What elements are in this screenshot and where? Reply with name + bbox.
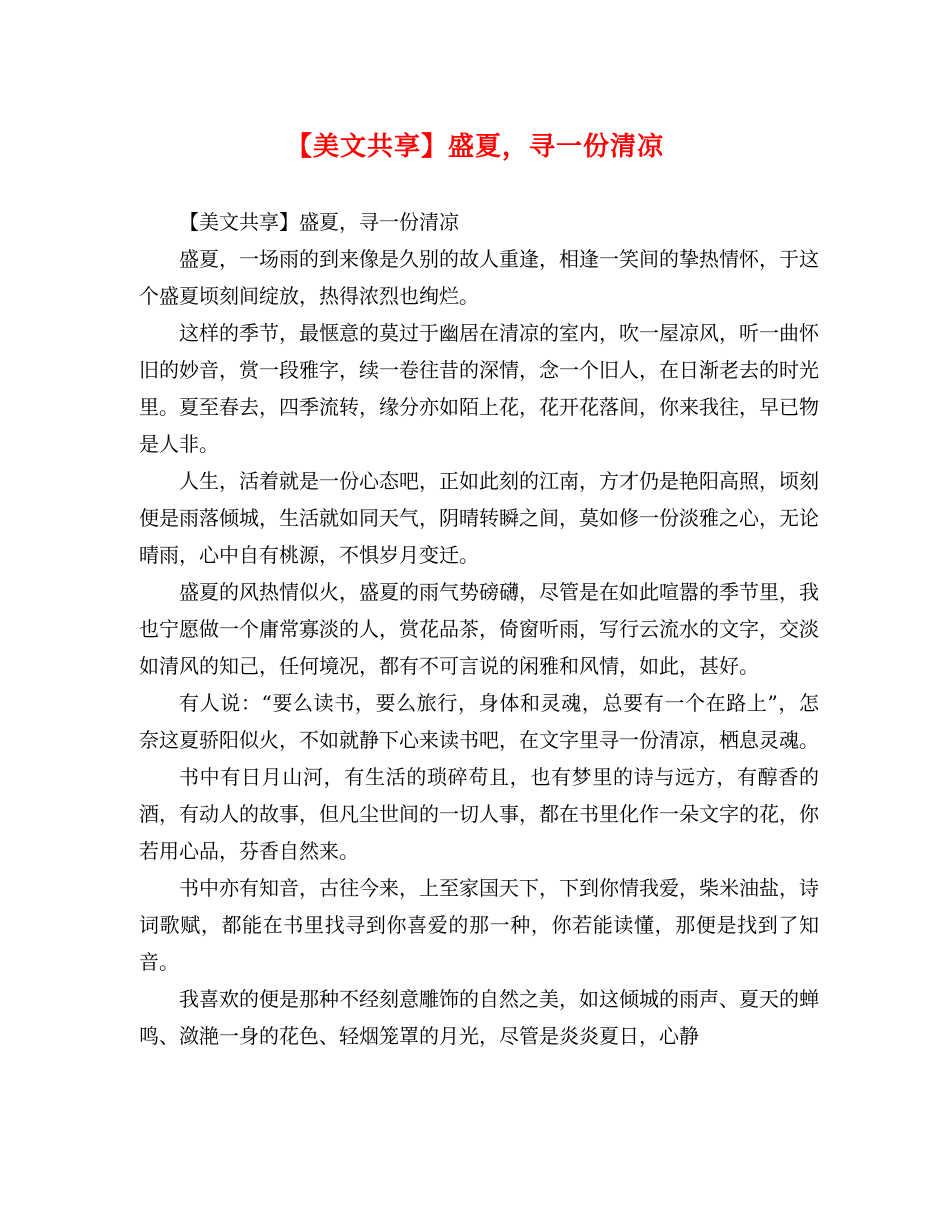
- paragraph: 书中有日月山河，有生活的琐碎苟且，也有梦里的诗与远方，有醇香的酒，有动人的故事，但凡尘世间的一切人事，都在书里化作一朵文字的花，你若用心品，芬香自然来。: [139, 765, 819, 863]
- paragraph-subtitle: 【美文共享】盛夏，寻一份清凉: [179, 210, 459, 234]
- paragraph: 这样的季节，最惬意的莫过于幽居在清凉的室内，吹一屋凉风，听一曲怀旧的妙音，赏一段雅字，续一卷往昔的深情，念一个旧人，在日渐老去的时光里。夏至春去，四季流转，缘分亦如陌上花，花开花落间，你来我往，早已物是人非。: [139, 321, 819, 456]
- document-title: 【美文共享】盛夏，寻一份清凉: [285, 132, 664, 162]
- paragraph: 盛夏，一场雨的到来像是久别的故人重逢，相逢一笑间的挚热情怀，于这个盛夏顷刻间绽放，热得浓烈也绚烂。: [139, 247, 819, 308]
- paragraph: 书中亦有知音，古往今来，上至家国天下，下到你情我爱，柴米油盐，诗词歌赋，都能在书里找寻到你喜爱的那一种，你若能读懂，那便是找到了知音。: [139, 876, 819, 974]
- paragraph: 人生，活着就是一份心态吧，正如此刻的江南，方才仍是艳阳高照，顷刻便是雨落倾城，生活就如同天气，阴晴转瞬之间，莫如修一份淡雅之心，无论晴雨，心中自有桃源，不惧岁月变迁。: [139, 469, 819, 567]
- document-body: [139, 204, 819, 1055]
- paragraph: 有人说：“要么读书，要么旅行，身体和灵魂，总要有一个在路上”，怎奈这夏骄阳似火，不如就静下心来读书吧，在文字里寻一份清凉，栖息灵魂。: [139, 691, 819, 752]
- paragraph: 我喜欢的便是那种不经刻意雕饰的自然之美，如这倾城的雨声、夏天的蝉鸣、潋滟一身的花色、轻烟笼罩的月光，尽管是炎炎夏日，心静: [139, 987, 819, 1048]
- paragraph: 盛夏的风热情似火，盛夏的雨气势磅礴，尽管是在如此喧嚣的季节里，我也宁愿做一个庸常寡淡的人，赏花品茶，倚窗听雨，写行云流水的文字，交淡如清风的知己，任何境况，都有不可言说的闲雅和风情，如此，甚好。: [139, 580, 819, 678]
